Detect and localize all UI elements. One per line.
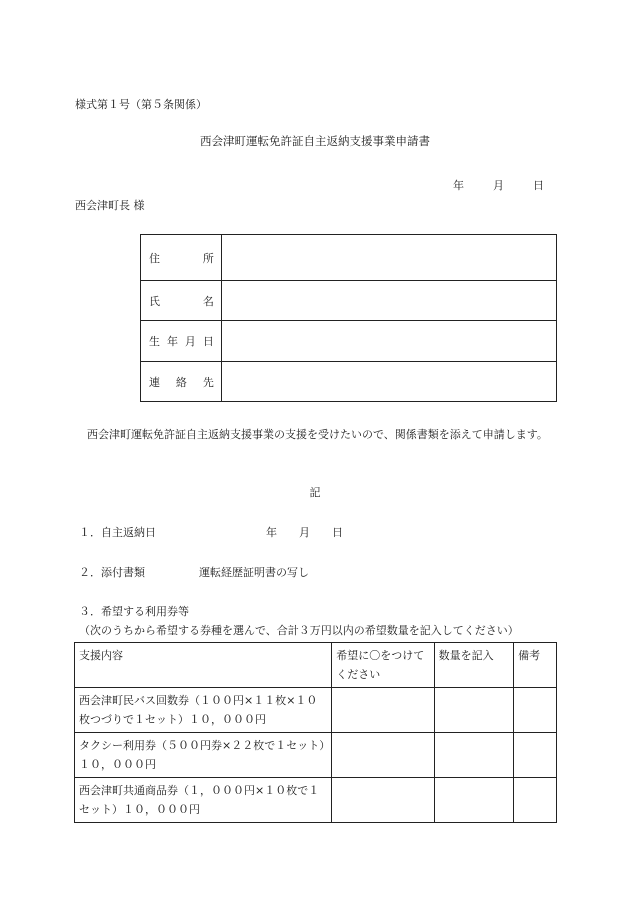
contact-field[interactable] (221, 362, 556, 402)
coupon-bus: 西会津町民バス回数券（１００円×１１枚×１０枚つづりで１セット）１０，０００円 (75, 688, 332, 733)
date-month: 月 (493, 179, 504, 192)
remarks-gift[interactable] (514, 778, 557, 823)
applicant-row-contact (141, 362, 557, 402)
select-taxi[interactable] (332, 733, 434, 778)
date-year: 年 (453, 179, 464, 192)
name-label: 氏 名 (141, 281, 222, 321)
coupon-gift: 西会津町共通商品券（１，０００円×１０枚で１セット）１０，０００円 (75, 778, 332, 823)
quantity-taxi[interactable] (434, 733, 514, 778)
header-remarks: 備考 (514, 643, 557, 688)
applicant-row-birthdate (141, 321, 557, 362)
ki-heading: 記 (309, 486, 321, 499)
header-quantity: 数量を記入 (434, 643, 514, 688)
remarks-bus[interactable] (514, 688, 557, 733)
table-row (75, 778, 557, 823)
attachment-value: 運転経歴証明書の写し (199, 566, 309, 579)
address-field[interactable] (221, 235, 556, 281)
form-number: 様式第１号（第５条関係） (75, 98, 207, 111)
applicant-row-name (141, 281, 557, 321)
address-label: 住 所 (141, 235, 222, 281)
date-day: 日 (533, 179, 544, 192)
addressee: 西会津町長 様 (75, 199, 145, 212)
select-bus[interactable] (332, 688, 434, 733)
birthdate-label: 生 年 月 日 (141, 321, 222, 362)
item2-label: ２．添付書類 (79, 566, 145, 579)
item3-label: ３．希望する利用券等 (79, 605, 189, 618)
item3-note: （次のうちから希望する券種を選んで、合計３万円以内の希望数量を記入してください） (79, 624, 519, 637)
header-select: 希望に〇をつけてください (332, 643, 434, 688)
coupon-table (74, 642, 557, 823)
remarks-taxi[interactable] (514, 733, 557, 778)
header-content: 支援内容 (75, 643, 332, 688)
table-row (75, 733, 557, 778)
quantity-bus[interactable] (434, 688, 514, 733)
coupon-table-header (75, 643, 557, 688)
applicant-info-table (140, 234, 557, 402)
birthdate-field[interactable] (221, 321, 556, 362)
document-title: 西会津町運転免許証自主返納支援事業申請書 (200, 134, 430, 148)
application-statement: 西会津町運転免許証自主返納支援事業の支援を受けたいので、関係書類を添えて申請します。 (87, 428, 548, 441)
coupon-taxi: タクシー利用券（５００円券×２２枚で１セット）１０，０００円 (75, 733, 332, 778)
return-date-field[interactable]: 年 月 日 (266, 526, 343, 539)
applicant-row-address (141, 235, 557, 281)
contact-label: 連 絡 先 (141, 362, 222, 402)
quantity-gift[interactable] (434, 778, 514, 823)
select-gift[interactable] (332, 778, 434, 823)
application-date (453, 180, 544, 191)
table-row (75, 688, 557, 733)
item1-label: １．自主返納日 (79, 526, 156, 539)
name-field[interactable] (221, 281, 556, 321)
